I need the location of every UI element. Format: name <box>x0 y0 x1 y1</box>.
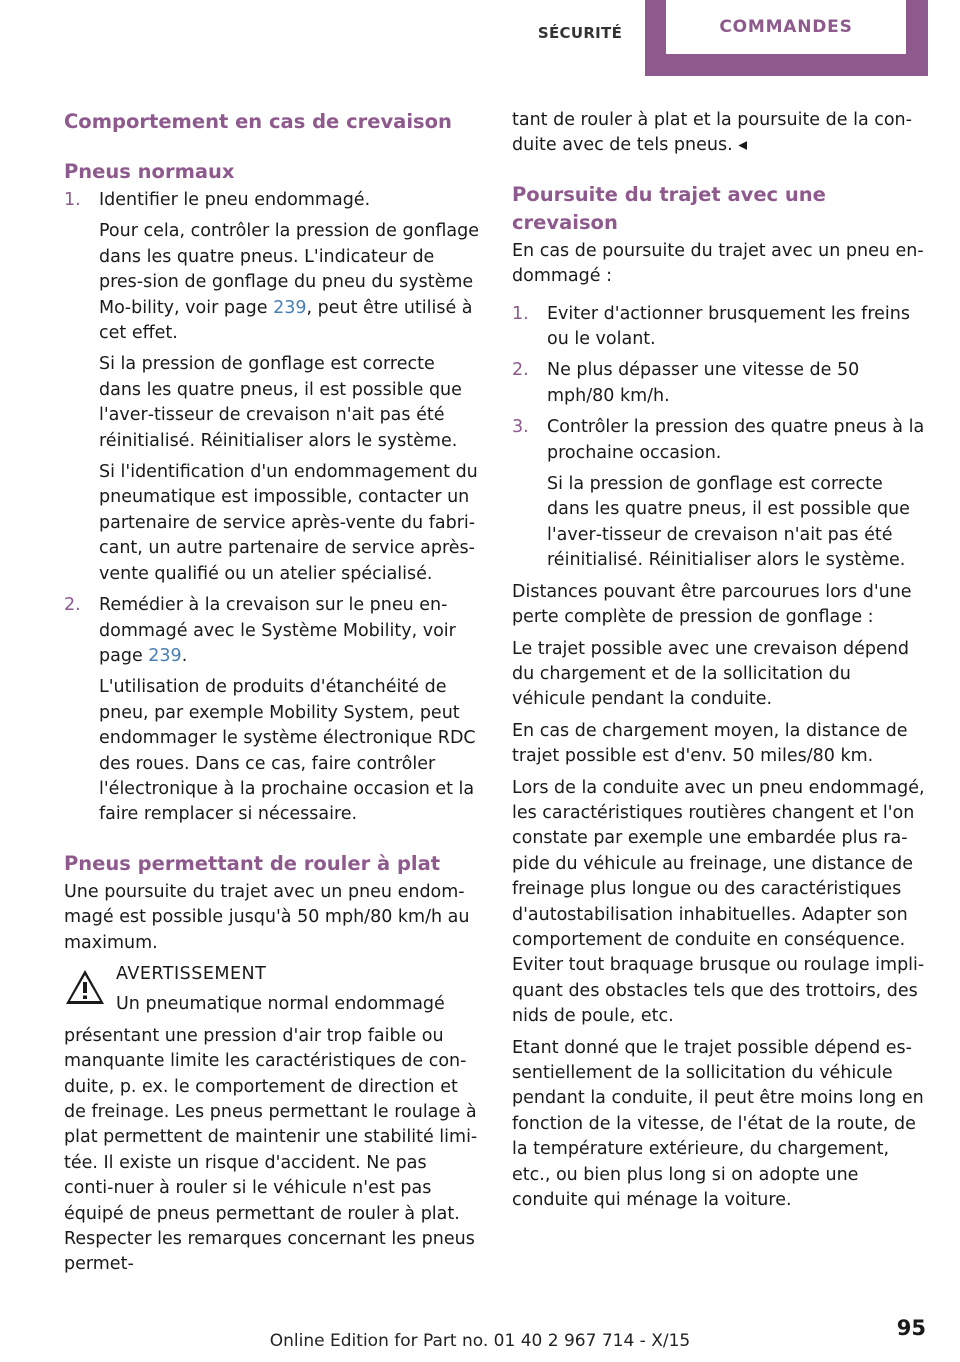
tab-securite[interactable]: SÉCURITÉ <box>537 24 623 42</box>
list-item <box>512 415 928 573</box>
subheading-normal-tires: Pneus normaux <box>64 160 235 183</box>
right-column <box>512 108 928 1219</box>
intro-paragraph: En cas de poursuite du trajet avec un pneu en‐dommagé : <box>512 240 924 287</box>
step-paragraph: Si l'identification d'un endommagement du pneumatique est impossible, contacter un partenaire de service après-vente du fabri‐cant, un autre partenaire de service après-vente qualifié ou un atelier spécialisé. <box>99 462 478 584</box>
subheading-runflat: Pneus permettant de rouler à plat <box>64 851 441 875</box>
warning-icon <box>64 968 106 1006</box>
list-item <box>512 302 928 353</box>
warning-title: AVERTISSEMENT <box>116 963 267 984</box>
end-mark-icon: ◂ <box>738 135 748 156</box>
warning-block <box>64 962 480 1278</box>
list-item <box>64 593 480 828</box>
step-text: Contrôler la pression des quatre pneus à la prochaine occasion. <box>547 417 925 463</box>
page-number: 95 <box>896 1316 926 1340</box>
paragraph: Distances pouvant être parcourues lors d'une perte complète de pression de gonflage : <box>512 581 912 628</box>
step-paragraph: L'utilisation de produits d'étanchéité de pneu, par exemple Mobility System, peut endommager le système électronique RDC des roues. Dans ce cas, faire contrôler l'électronique à la prochaine occasion et la faire remplacer si nécessaire. <box>99 677 476 825</box>
list-number: 2. <box>64 595 81 616</box>
paragraph: Lors de la conduite avec un pneu endommagé, les caractéristiques routières changent et l'on constate par exemple une embardée plus ra‐pide du véhicule au freinage, une distance de freinage plus longue ou des caractéristiques d'autostabilisation inhabituelles. Adapter son comportement de conduite en conséquence. Eviter tout braquage brusque ou roulage impli‐quant des obstacles tels que des trottoirs, des nids de poule, etc. <box>512 777 925 1027</box>
continuation-text: tant de rouler à plat et la poursuite de la con‐duite avec de tels pneus. ◂ <box>512 110 912 156</box>
step-text: Remédier à la crevaison sur le pneu en‐dommagé avec le Système Mobility, voir page 239. <box>99 595 456 666</box>
step-text: Ne plus dépasser une vitesse de 50 mph/80 km/h. <box>547 360 860 406</box>
page-link[interactable]: 239 <box>273 297 307 318</box>
list-number: 2. <box>512 360 529 381</box>
step-paragraph: Pour cela, contrôler la pression de gonflage dans les quatre pneus. L'indicateur de pres‐sion de gonflage du pneu du système Mo‐bility, voir page 239, peut être utilisé à cet effet. <box>99 221 480 344</box>
paragraph: Le trajet possible avec une crevaison dépend du chargement et de la sollicitation du véhicule pendant la conduite. <box>512 638 909 710</box>
footer-edition: Online Edition for Part no. 01 40 2 967 714 - X/15 <box>269 1331 691 1351</box>
step-text: Eviter d'actionner brusquement les freins ou le volant. <box>547 303 910 350</box>
step-text: Identifier le pneu endommagé. <box>99 190 371 210</box>
warning-text: présentant une pression d'air trop faible ou manquante limite les caractéristiques de con‐duite, p. ex. le comportement de direction et de freinage. Les pneus permettant le roulage à plat permettent de maintenir une stabilité limi‐tée. Il existe un risque d'accident. Ne pas conti‐nuer à rouler si le véhicule n'est pas équipé de pneus permettant de rouler à plat. Respecter les remarques concernant les pneus permet‐ <box>64 1025 478 1275</box>
left-column <box>64 108 480 1284</box>
paragraph: Etant donné que le trajet possible dépend es‐sentiellement de la sollicitation du véhicule pendant la conduite, il peut être moins long en fonction de la vitesse, de l'état de la route, de la température extérieure, du chargement, etc., ou bien plus long si on adopte une conduite qui ménage la voiture. <box>512 1037 924 1211</box>
list-number: 1. <box>64 190 81 210</box>
page-link[interactable]: 239 <box>148 645 182 666</box>
paragraph: En cas de chargement moyen, la distance de trajet possible est d'env. 50 miles/80 km. <box>512 720 908 767</box>
subheading-continue: Poursuite du trajet avec une crevaison <box>512 182 826 234</box>
list-item <box>512 358 928 409</box>
warning-first-line: Un pneumatique normal endommagé <box>116 994 445 1015</box>
tab-commandes-label: COMMANDES <box>666 0 906 54</box>
step-paragraph: Si la pression de gonflage est correcte dans les quatre pneus, il est possible que l'aver‐tisseur de crevaison n'ait pas été réinitialisé. Réinitialiser alors le système. <box>547 474 910 571</box>
runflat-paragraph: Une poursuite du trajet avec un pneu endom‐magé est possible jusqu'à 50 mph/80 km/h au maximum. <box>64 881 470 953</box>
tab-commandes[interactable] <box>645 0 928 76</box>
list-number: 1. <box>512 303 529 324</box>
section-title: Comportement en cas de crevaison <box>64 110 452 133</box>
chapter-tabs <box>0 0 960 76</box>
list-number: 3. <box>512 417 529 438</box>
list-item <box>64 188 480 587</box>
step-paragraph: Si la pression de gonflage est correcte dans les quatre pneus, il est possible que l'aver‐tisseur de crevaison n'ait pas été réinitialisé. Réinitialiser alors le système. <box>99 354 462 451</box>
